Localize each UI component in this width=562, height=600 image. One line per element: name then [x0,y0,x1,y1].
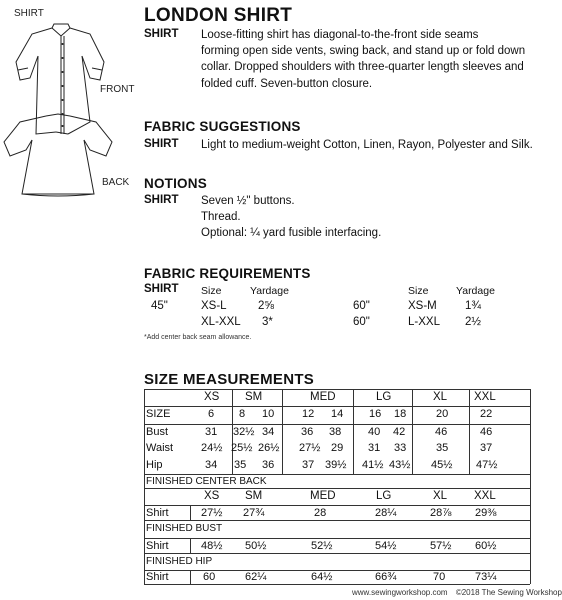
req-width: 60" [353,300,370,312]
notions-item: Thread. [201,211,241,224]
table-cell: 33 [394,442,407,454]
notions-item: Seven ½" buttons. [201,195,295,207]
footer-copyright: ©2018 The Sewing Workshop [455,588,562,597]
page-title: LONDON SHIRT [144,5,293,26]
finished-bust-heading: FINISHED BUST [146,523,223,534]
shirt-back-illustration [2,112,114,198]
size-group-header: XS [204,391,220,403]
table-cell: 35 [234,459,247,471]
footer [352,588,562,597]
description-line: Loose-fitting shirt has diagonal-to-the-front side seams [201,29,479,41]
row-label: Waist [146,442,174,454]
table-cell: 38 [329,426,342,438]
table-rule [144,389,530,390]
table-rule [144,538,530,539]
table-cell: 37 [480,442,493,454]
table-rule [144,406,530,407]
table-cell: 27½ [299,442,321,454]
table-cell: 64½ [311,571,333,583]
notions-item: Optional: ¼ yard fusible interfacing. [201,227,382,240]
req-size: XS-L [201,300,227,312]
req-yardage: 1¾ [465,300,481,312]
table-cell: 46 [435,426,448,438]
table-cell: 27¾ [243,507,265,519]
table-cell: 50½ [245,540,267,552]
table-cell: 26½ [258,442,280,454]
req-yardage: 3* [262,316,273,328]
size-group-header: XXL [474,391,496,403]
table-cell: 16 [369,408,382,420]
table-cell: 27½ [201,507,223,519]
table-cell: 48½ [201,540,223,552]
row-label: Bust [146,426,169,438]
table-cell: 31 [368,442,381,454]
table-cell: 22 [480,408,493,420]
table-cell: 31 [205,426,218,438]
table-cell: 6 [208,408,215,420]
table-cell: 70 [433,571,446,583]
table-rule [144,520,530,521]
size-group-header: LG [376,490,392,502]
yardage-header-right: Yardage [456,285,495,297]
front-label: FRONT [100,84,135,95]
table-cell: 60 [203,571,216,583]
size-measurements-heading: SIZE MEASUREMENTS [144,371,315,388]
table-cell: 25½ [231,442,253,454]
table-cell: 35 [436,442,449,454]
description-text [201,27,525,92]
table-cell: 29⅜ [475,507,497,519]
shirt-label: SHIRT [14,8,44,19]
size-group-header: XS [204,490,220,502]
table-rule [144,389,145,584]
table-cell: 40 [368,426,381,438]
yardage-header-left: Yardage [250,285,289,297]
table-cell: 36 [262,459,275,471]
finished-hip-heading: FINISHED HIP [146,556,213,567]
notions-list [201,193,381,242]
req-yardage: 2½ [465,316,481,328]
table-rule [144,570,530,571]
table-rule [353,389,354,474]
table-rule [190,538,191,553]
req-yardage: 2⅝ [258,300,274,312]
table-cell: 57½ [430,540,452,552]
row-label: Shirt [146,507,169,519]
req-size: XL-XXL [201,316,241,328]
table-cell: 32½ [233,426,255,438]
table-cell: 14 [331,408,344,420]
footnote: *Add center back seam allowance. [144,334,252,341]
table-rule [144,474,530,475]
table-cell: 28 [314,507,327,519]
row-label: Shirt [146,540,169,552]
table-cell: 12 [302,408,315,420]
back-label: BACK [102,177,130,188]
table-rule [144,584,530,585]
table-rule [412,389,413,474]
description-label: SHIRT [144,28,179,40]
table-rule [282,389,283,474]
size-header-left: Size [201,285,222,297]
table-rule [469,389,470,474]
req-size: XS-M [408,300,437,312]
table-cell: 20 [436,408,449,420]
size-group-header: XL [433,391,448,403]
row-label: Hip [146,459,163,471]
table-cell: 42 [393,426,406,438]
footer-website: www.sewingworkshop.com [352,588,448,597]
notions-label: SHIRT [144,194,179,206]
description-line: folded cuff. Seven-button closure. [201,77,373,90]
row-label: Shirt [146,571,169,583]
size-group-header: XL [433,490,448,502]
notions-heading: NOTIONS [144,176,207,191]
table-cell: 37 [302,459,315,471]
req-width: 45" [151,300,168,312]
table-cell: 18 [394,408,407,420]
table-cell: 46 [480,426,493,438]
table-cell: 66¾ [375,571,397,583]
table-cell: 52½ [311,540,333,552]
table-cell: 41½ [362,459,384,471]
table-cell: 45½ [431,459,453,471]
req-width: 60" [353,316,370,328]
size-group-header: XXL [474,490,496,502]
table-cell: 34 [262,426,275,438]
table-cell: 34 [205,459,218,471]
table-cell: 47½ [476,459,498,471]
table-rule [144,553,530,554]
table-cell: 10 [262,408,275,420]
table-cell: 39½ [325,459,347,471]
size-header-right: Size [408,285,429,297]
size-group-header: SM [245,391,263,403]
table-cell: 28⅞ [430,507,452,519]
finished-center-back-heading: FINISHED CENTER BACK [146,476,267,487]
table-cell: 54½ [375,540,397,552]
table-cell: 24½ [201,442,223,454]
fabric-suggestions-label: SHIRT [144,138,179,150]
table-rule [530,389,531,584]
table-cell: 60½ [475,540,497,552]
table-rule [144,424,530,425]
req-size: L-XXL [408,316,440,328]
table-cell: 36 [301,426,314,438]
table-cell: 43½ [389,459,411,471]
fabric-requirements-label: SHIRT [144,283,179,295]
size-group-header: SM [245,490,263,502]
table-cell: 29 [331,442,344,454]
size-group-header: LG [376,391,392,403]
table-rule [144,488,530,489]
size-group-header: MED [310,391,336,403]
row-label: SIZE [146,408,171,420]
table-rule [190,505,191,520]
table-cell: 62¼ [245,571,267,583]
table-cell: 28¼ [375,507,397,519]
fabric-suggestions-heading: FABRIC SUGGESTIONS [144,119,301,134]
size-group-header: MED [310,490,336,502]
table-cell: 73¼ [475,571,497,583]
fabric-suggestions-text: Light to medium-weight Cotton, Linen, Rayon, Polyester and Silk. [201,139,533,151]
description-line: collar. Dropped shoulders with three-quarter length sleeves and [201,61,524,74]
table-cell: 8 [239,408,246,420]
description-line: forming open side vents, swing back, and stand up or fold down [201,45,526,58]
fabric-requirements-heading: FABRIC REQUIREMENTS [144,266,311,281]
table-rule [144,505,530,506]
table-rule [190,570,191,584]
